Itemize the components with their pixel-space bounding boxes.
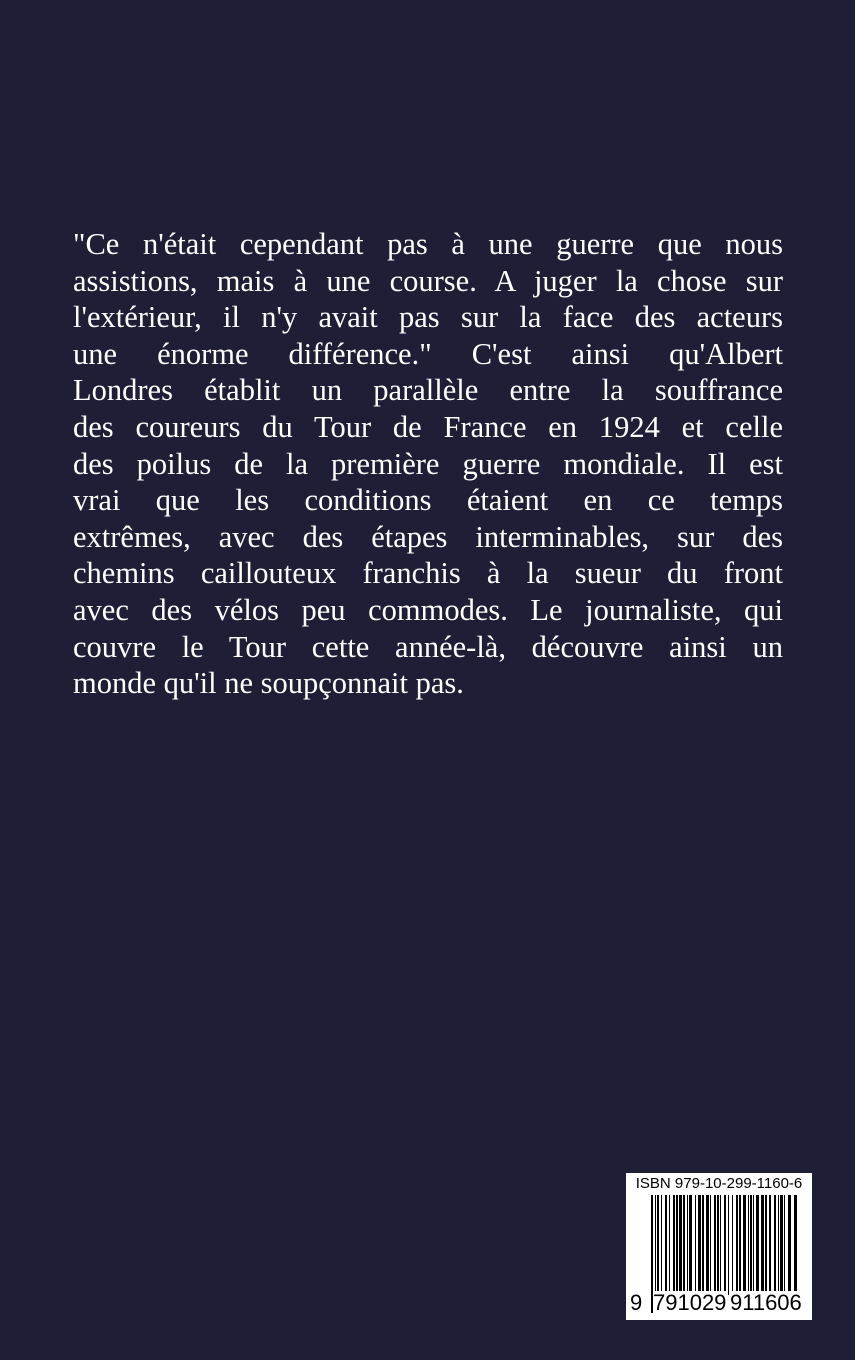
blurb-line: Londres établit un parallèle entre la souffrance	[73, 373, 783, 408]
barcode-bar	[720, 1195, 721, 1295]
blurb-line: vrai que les conditions étaient en ce temps	[73, 483, 783, 518]
barcode-bar	[689, 1195, 692, 1295]
barcode-bar	[661, 1195, 662, 1295]
blurb-line: couvre le Tour cette année-là, découvre ainsi un	[73, 629, 783, 664]
barcode-bar	[765, 1195, 767, 1295]
barcode-digits-right: 911606	[730, 1290, 802, 1315]
blurb-line: des coureurs du Tour de France en 1924 et celle	[73, 409, 783, 444]
barcode-bar	[695, 1195, 696, 1295]
barcode-bar	[679, 1195, 682, 1295]
barcode-bar	[710, 1195, 711, 1295]
barcode-bar	[665, 1195, 667, 1295]
barcode-bar	[673, 1195, 675, 1295]
blurb-line: des poilus de la première guerre mondiale. Il est	[73, 446, 783, 481]
barcode-bar	[774, 1195, 776, 1295]
back-cover-blurb	[73, 226, 783, 702]
blurb-line: extrêmes, avec des étapes interminables, sur des	[73, 519, 783, 554]
barcode-bar	[655, 1195, 656, 1295]
barcode-bar	[748, 1195, 749, 1295]
blurb-line: "Ce n'était cependant pas à une guerre que nous	[73, 227, 783, 261]
barcode-digits-left: 791029	[653, 1290, 727, 1315]
barcode-bar	[750, 1195, 752, 1295]
barcode-bar	[702, 1195, 704, 1295]
barcode-bar	[728, 1195, 729, 1295]
barcode-bar	[676, 1195, 678, 1295]
barcode-bar	[698, 1195, 701, 1295]
barcode-bar	[657, 1195, 659, 1295]
barcode-bar	[683, 1195, 685, 1295]
barcode-bar	[753, 1195, 754, 1295]
barcode-bar	[736, 1195, 738, 1295]
barcode-bar	[784, 1195, 785, 1295]
isbn-label: ISBN 979-10-299-1160-6	[635, 1175, 803, 1192]
barcode-digit-first: 9	[630, 1290, 643, 1315]
blurb-line: assistions, mais à une course. A juger la chose sur	[73, 263, 783, 298]
barcode-bar	[669, 1195, 670, 1295]
isbn-barcode	[626, 1173, 812, 1320]
barcode-bar	[714, 1195, 716, 1295]
barcode-bar	[706, 1195, 709, 1295]
barcode-bar	[769, 1195, 771, 1295]
blurb-line: chemins caillouteux franchis à la sueur du front	[73, 556, 783, 591]
barcode-bar	[788, 1195, 791, 1295]
barcode-bar	[732, 1195, 733, 1295]
barcode-bar	[739, 1195, 741, 1295]
barcode-bar	[780, 1195, 783, 1295]
barcode-bar	[778, 1195, 779, 1295]
barcode-bar	[743, 1195, 746, 1295]
barcode-bar	[717, 1195, 719, 1295]
barcode-bar	[687, 1195, 688, 1295]
blurb-line: l'extérieur, il n'y avait pas sur la face des acteurs	[73, 300, 783, 335]
blurb-line: monde qu'il ne soupçonnait pas.	[73, 666, 464, 701]
barcode-bar	[761, 1195, 764, 1295]
barcode-bar	[756, 1195, 759, 1295]
blurb-line: une énorme différence." C'est ainsi qu'Albert	[73, 336, 783, 371]
blurb-line: avec des vélos peu commodes. Le journaliste, qui	[73, 592, 783, 627]
